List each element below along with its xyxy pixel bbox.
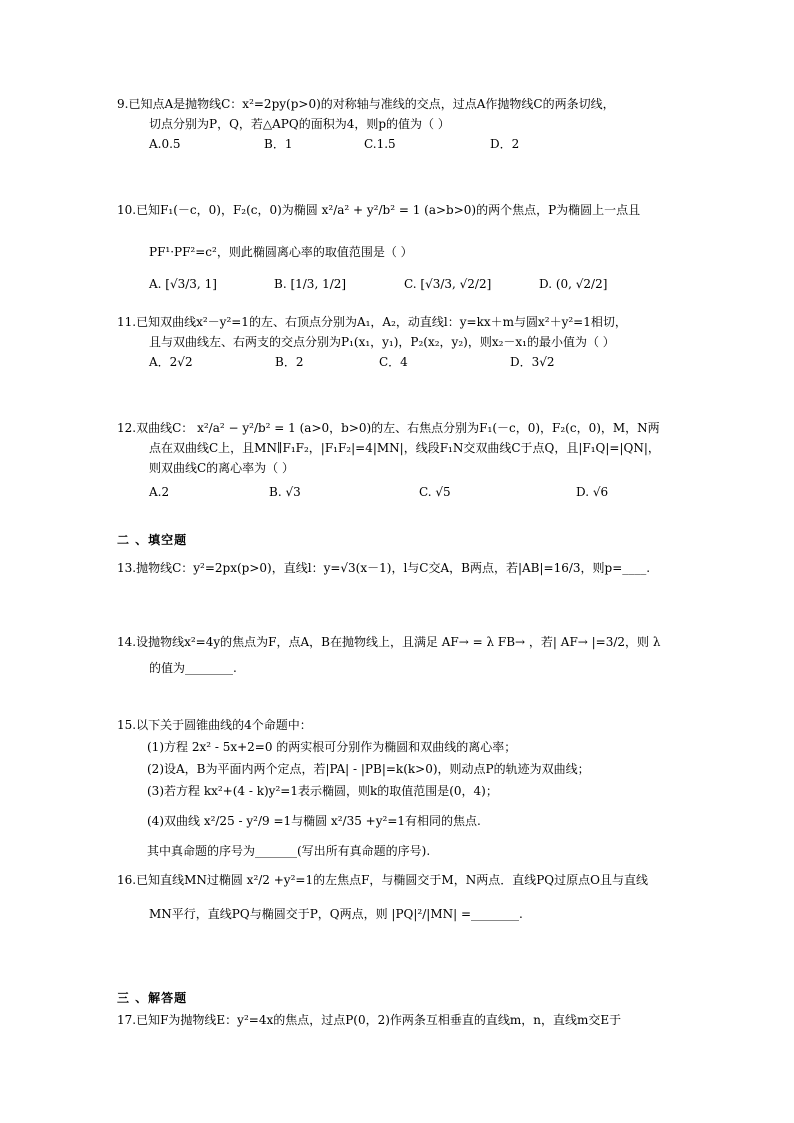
q9-line2: 切点分别为P，Q，若△APQ的面积为4，则p的值为（ ） [149,117,450,131]
q16-line2: MN平行，直线PQ与椭圆交于P，Q两点，则 |PQ|²/|MN| =________. [149,907,523,921]
q17-text: 17.已知F为抛物线E：y²=4x的焦点，过点P(0，2)作两条互相垂直的直线m，n，直线m交E于 [117,1013,622,1027]
q11-option-a: A．2√2 [149,355,193,369]
q9-option-a: A.0.5 [149,137,181,151]
q16-line1: 16.已知直线MN过椭圆 x²/2 +y²=1的左焦点F，与椭圆交于M，N两点．直线PQ过原点O且与直线 [117,873,648,887]
question-13 [117,558,699,578]
q13-text: 13.抛物线C：y²=2px(p>0)，直线l：y=√3(x－1)，l与C交A，B两点，若|AB|=16/3，则p=____. [117,561,651,575]
q15-outro: 其中真命题的序号为_______(写出所有真命题的序号). [147,844,431,858]
q9-option-c: C.1.5 [364,137,396,151]
section-solution-heading: 三 、解答题 [117,991,188,1005]
q14-line2: 的值为________. [149,661,237,675]
q11-line2: 且与双曲线左、右两支的交点分别为P₁(x₁，y₁)，P₂(x₂，y₂)，则x₂－x₁的最小值为（ ） [149,335,615,349]
q15-intro: 15.以下关于圆锥曲线的4个命题中： [117,718,312,732]
q11-option-c: C．4 [379,355,408,369]
q15-item-4: (4)双曲线 x²/25 - y²/9 =1与椭圆 x²/35 +y²=1有相同的焦点. [147,814,481,828]
q12-line3: 则双曲线C的离心率为（ ） [149,461,294,475]
q10-options [117,274,699,294]
q12-option-a: A.2 [149,485,170,499]
section-fill-in-blank-heading: 二 、填空题 [117,533,188,547]
question-12 [117,418,699,502]
q15-item-3: (3)若方程 kx²+(4 - k)y²=1表示椭圆，则k的取值范围是(0，4)； [147,784,498,798]
q12-option-d: D. √6 [576,485,609,499]
q12-option-c: C. √5 [419,485,451,499]
q12-options [117,482,699,502]
question-16 [117,870,699,924]
question-14 [117,632,699,678]
q12-line2: 点在双曲线C上，且MN∥F₁F₂，|F₁F₂|=4|MN|，线段F₁N交双曲线C于点Q，且|F₁Q|=|QN|， [149,441,660,455]
q15-item-2: (2)设A，B为平面内两个定点，若|PA| - |PB|=k(k>0)，则动点P的轨迹为双曲线； [147,762,590,776]
q10-line1: 10.已知F₁(－c，0)，F₂(c，0)为椭圆 x²/a² + y²/b² = 1 (a>b>0)的两个焦点，P为椭圆上一点且 [117,203,641,217]
q11-line1: 11.已知双曲线x²－y²=1的左、右顶点分别为A₁，A₂，动直线l：y=kx＋m与圆x²＋y²=1相切， [117,315,627,329]
question-9 [117,94,699,154]
q12-line1: 12.双曲线C： x²/a² − y²/b² = 1 (a>0，b>0)的左、右焦点分别为F₁(－c，0)，F₂(c，0)，M，N两 [117,421,660,435]
q10-line2: PF¹·PF²=c²，则此椭圆离心率的取值范围是（ ） [149,245,413,259]
q10-option-d: D. (0, √2/2] [539,277,608,291]
q14-line1: 14.设抛物线x²=4y的焦点为F，点A，B在抛物线上，且满足 AF→ = λ FB→ ，若| AF→ |=3/2，则 λ [117,635,661,649]
q9-options [117,134,699,154]
q12-option-b: B. √3 [269,485,301,499]
question-17 [117,1010,699,1030]
q10-option-a: A. [√3/3, 1] [149,277,217,291]
q10-option-c: C. [√3/3, √2/2] [404,277,492,291]
question-15 [117,715,699,861]
question-10 [117,200,699,294]
q11-option-b: B．2 [275,355,304,369]
q11-option-d: D．3√2 [510,355,555,369]
q15-item-1: (1)方程 2x² - 5x+2=0 的两实根可分别作为椭圆和双曲线的离心率； [147,740,517,754]
q11-options [117,352,699,372]
q10-option-b: B. [1/3, 1/2] [274,277,347,291]
q9-option-b: B．1 [264,137,293,151]
question-11 [117,312,699,372]
q9-option-d: D．2 [490,137,520,151]
q9-line1: 9.已知点A是抛物线C：x²=2py(p>0)的对称轴与准线的交点，过点A作抛物线C的两条切线， [117,97,615,111]
